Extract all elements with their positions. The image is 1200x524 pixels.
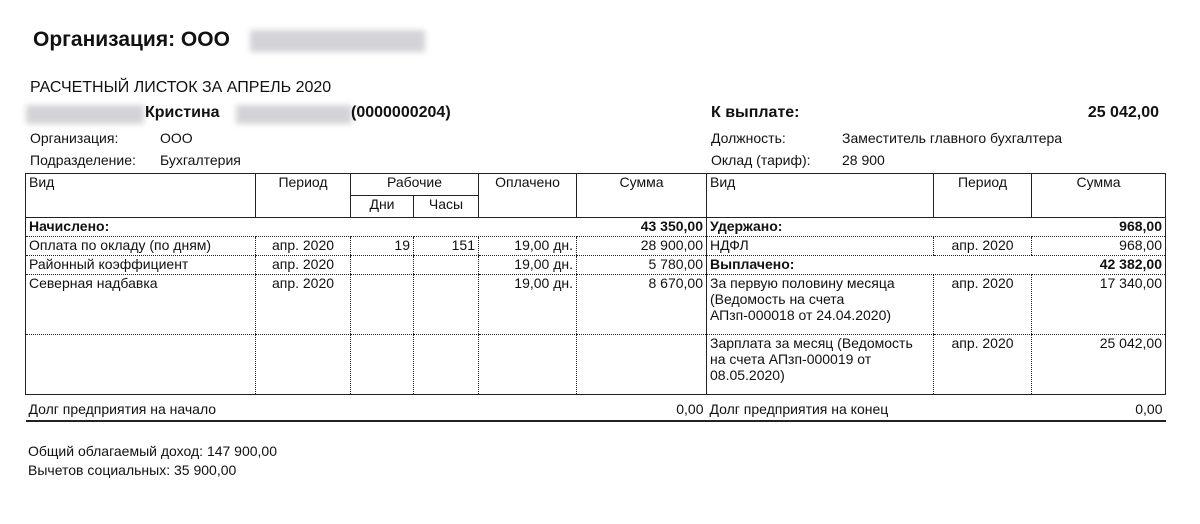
- row1-sum-right: 968,00: [1032, 237, 1166, 256]
- row3-days: [351, 275, 414, 335]
- organization-title: Организация: ООО: [33, 28, 230, 51]
- debt-start-label: Долг предприятия на начало: [28, 400, 217, 417]
- debt-end-label: Долг предприятия на конец: [709, 400, 889, 417]
- employee-name: Кристина: [145, 104, 220, 121]
- withheld-label: Удержано:: [707, 218, 1032, 237]
- col-header-paid: Оплачено: [479, 174, 577, 218]
- row3-paid: 19,00 дн.: [479, 275, 577, 335]
- row1-paid: 19,00 дн.: [479, 237, 577, 256]
- row2-paid: 19,00 дн.: [479, 256, 577, 275]
- redacted-surname: [26, 105, 144, 124]
- row3-vid-right: За первую половину месяца (Ведомость на счета АПзп-000018 от 24.04.2020): [707, 275, 934, 335]
- document-title: РАСЧЕТНЫЙ ЛИСТОК ЗА АПРЕЛЬ 2020: [30, 79, 332, 96]
- paid-out-label: Выплачено:: [707, 256, 1032, 275]
- col-header-period-right: Период: [934, 174, 1032, 218]
- org-value: ООО: [160, 130, 193, 146]
- row1-vid-right: НДФЛ: [707, 237, 934, 256]
- row3-vid: Северная надбавка: [26, 275, 256, 335]
- row3-hours: [414, 275, 479, 335]
- row2-vid: Районный коэффициент: [26, 256, 256, 275]
- employee-code: (0000000204): [351, 104, 451, 121]
- table-row: [26, 275, 1166, 335]
- accrued-total: 43 350,00: [577, 218, 707, 237]
- row4-sum-right: 25 042,00: [1032, 335, 1166, 395]
- accrued-label: Начислено:: [26, 218, 577, 237]
- row3-sum-right: 17 340,00: [1032, 275, 1166, 335]
- col-header-days: Дни: [351, 196, 414, 218]
- department-value: Бухгалтерия: [160, 152, 241, 168]
- payout-value: 25 042,00: [1087, 104, 1159, 121]
- col-header-sum-right: Сумма: [1032, 174, 1166, 218]
- debt-start-value: 0,00: [676, 400, 704, 417]
- row4-period: [256, 335, 351, 395]
- debt-row: [26, 401, 1166, 421]
- income-line: [28, 443, 277, 459]
- row1-sum: 28 900,00: [577, 237, 707, 256]
- department-label: Подразделение:: [30, 152, 136, 168]
- row4-vid-right: Зарплата за месяц (Ведомость на счета АПзп-000019 от 08.05.2020): [707, 335, 934, 395]
- totals-row: [26, 218, 1166, 237]
- salary-label: Оклад (тариф):: [711, 152, 811, 168]
- row4-period-right: апр. 2020: [934, 335, 1032, 395]
- col-header-vid: Вид: [26, 174, 256, 218]
- deductions-value: 35 900,00: [174, 462, 237, 478]
- row3-period: апр. 2020: [256, 275, 351, 335]
- row2-sum: 5 780,00: [577, 256, 707, 275]
- row2-hours: [414, 256, 479, 275]
- row3-sum: 8 670,00: [577, 275, 707, 335]
- row4-paid: [479, 335, 577, 395]
- col-header-hours: Часы: [414, 196, 479, 218]
- redacted-patronymic: [236, 105, 352, 124]
- row2-period: апр. 2020: [256, 256, 351, 275]
- row4-hours: [414, 335, 479, 395]
- salary-value: 28 900: [842, 152, 885, 168]
- row1-period-right: апр. 2020: [934, 237, 1032, 256]
- row3-period-right: апр. 2020: [934, 275, 1032, 335]
- withheld-total: 968,00: [1032, 218, 1166, 237]
- table-row: [26, 335, 1166, 395]
- payslip-table: [25, 173, 1166, 423]
- deductions-line: [28, 462, 236, 478]
- redacted-org-name: [250, 30, 425, 52]
- row1-hours: 151: [414, 237, 479, 256]
- row1-vid: Оплата по окладу (по дням): [26, 237, 256, 256]
- row4-sum: [577, 335, 707, 395]
- deductions-label: Вычетов социальных:: [28, 462, 171, 478]
- position-label: Должность:: [711, 130, 786, 146]
- position-value: Заместитель главного бухгалтера: [842, 130, 1063, 146]
- row4-vid: [26, 335, 256, 395]
- col-header-vid-right: Вид: [707, 174, 934, 218]
- debt-end-value: 0,00: [1135, 400, 1163, 417]
- income-label: Общий облагаемый доход:: [28, 443, 204, 459]
- col-header-period: Период: [256, 174, 351, 218]
- income-value: 147 900,00: [206, 443, 278, 459]
- row1-period: апр. 2020: [256, 237, 351, 256]
- table-row: [26, 237, 1166, 256]
- col-header-sum: Сумма: [577, 174, 707, 218]
- row2-days: [351, 256, 414, 275]
- payout-label: К выплате:: [711, 104, 800, 121]
- table-row: [26, 256, 1166, 275]
- paid-out-total: 42 382,00: [1032, 256, 1166, 275]
- row4-days: [351, 335, 414, 395]
- col-header-work: Рабочие: [351, 174, 479, 196]
- row1-days: 19: [351, 237, 414, 256]
- org-label: Организация:: [30, 130, 119, 146]
